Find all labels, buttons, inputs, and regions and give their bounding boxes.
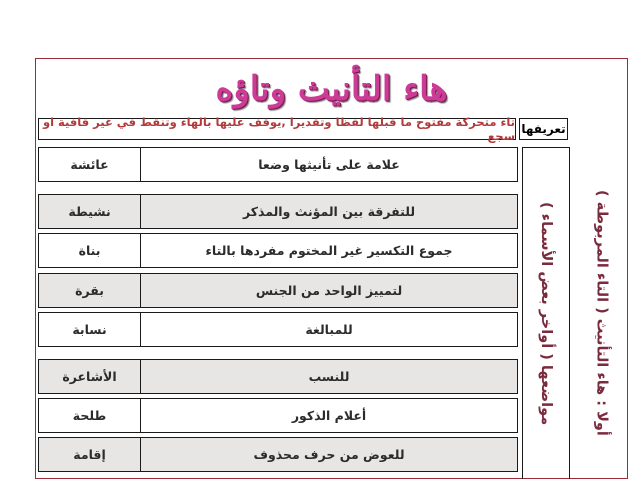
section-header-text: أولا : هاء التأنيث ( التاء المربوطة ) bbox=[593, 190, 610, 436]
table-row bbox=[38, 147, 518, 182]
row-example: بناة bbox=[38, 233, 140, 268]
table-row bbox=[38, 233, 518, 268]
row-description: للتفرقة بين المؤنث والمذكر bbox=[140, 194, 518, 229]
section-header-vertical bbox=[577, 147, 626, 479]
positions-header-text: مواضعها ( أواخر بعض الأسماء ) bbox=[538, 201, 554, 426]
table-row bbox=[38, 359, 518, 394]
table-row bbox=[38, 273, 518, 308]
row-description: للمبالغة bbox=[140, 312, 518, 347]
row-description: جموع التكسير غير المختوم مفردها بالتاء bbox=[140, 233, 518, 268]
table-row bbox=[38, 194, 518, 229]
row-description: للنسب bbox=[140, 359, 518, 394]
row-example: الأشاعرة bbox=[38, 359, 140, 394]
definition-label: تعريفها bbox=[519, 118, 568, 140]
row-example: إقامة bbox=[38, 437, 140, 472]
row-example: بقرة bbox=[38, 273, 140, 308]
definition-text: تاء متحركة مفتوح ما قبلها لفظا وتقديرا ,يوقف عليها بالهاء وتنقط في غير قافية او سجع bbox=[38, 118, 516, 140]
row-description: أعلام الذكور bbox=[140, 398, 518, 433]
row-example: عائشة bbox=[38, 147, 140, 182]
row-description: لتمييز الواحد من الجنس bbox=[140, 273, 518, 308]
positions-header-vertical bbox=[522, 147, 570, 479]
row-description: للعوض من حرف محذوف bbox=[140, 437, 518, 472]
row-example: نشيطة bbox=[38, 194, 140, 229]
table-row bbox=[38, 312, 518, 347]
row-description: علامة على تأنيثها وضعا bbox=[140, 147, 518, 182]
table-row bbox=[38, 398, 518, 433]
table-row bbox=[38, 437, 518, 472]
page-title: هاء التأنيث وتاؤه bbox=[215, 69, 448, 109]
row-example: نسابة bbox=[38, 312, 140, 347]
row-example: طلحة bbox=[38, 398, 140, 433]
